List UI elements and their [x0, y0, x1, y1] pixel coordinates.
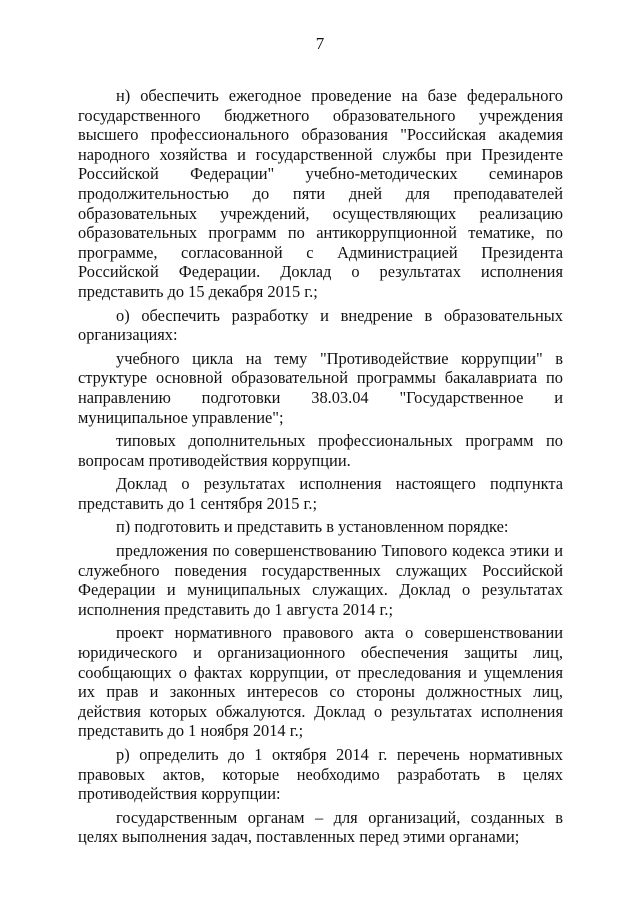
paragraph-o: о) обеспечить разработку и внедрение в образовательных организациях: [78, 305, 563, 345]
paragraph-r: р) определить до 1 октября 2014 г. перечень нормативных правовых актов, которые необходимо разработать в целях противодействия коррупции: [78, 745, 563, 804]
paragraph-n: н) обеспечить ежегодное проведение на базе федерального государственного бюджетного образовательного учреждения высшего профессионального образования "Российская академия народного хозяйства и государственной службы при Президенте Российской Федерации" учебно-методических семинаров продолжительностью до пяти дней для преподавателей образовательных учреждений, осуществляющих реализацию образовательных программ по антикоррупционной тематике, по программе, согласованной с Администрацией Президента Российской Федерации. Доклад о результатах исполнения представить до 15 декабря 2015 г.; [78, 86, 563, 301]
paragraph-r-item-state-bodies: государственным органам – для организаций, созданных в целях выполнения задач, поставленных перед этими органами; [78, 807, 563, 847]
document-body [78, 86, 563, 847]
paragraph-p: п) подготовить и представить в установленном порядке: [116, 517, 509, 537]
paragraph-p-item-act: проект нормативного правового акта о совершенствовании юридического и организационного обеспечения защиты лиц, сообщающих о фактах коррупции, от преследования и ущемления их прав и законных интересов со стороны должностных лиц, действия которых обжалуются. Доклад о результатах исполнения представить до 1 ноября 2014 г.; [78, 623, 563, 741]
paragraph-p-item-code: предложения по совершенствованию Типового кодекса этики и служебного поведения государственных служащих Российской Федерации и муниципальных служащих. Доклад о результатах исполнения представить до 1 августа 2014 г.; [78, 541, 563, 619]
paragraph-o-item-programs: типовых дополнительных профессиональных программ по вопросам противодействия коррупции. [78, 431, 563, 470]
paragraph-o-report: Доклад о результатах исполнения настоящего подпункта представить до 1 сентября 2015 г.; [78, 474, 563, 513]
page-number: 7 [315, 34, 325, 53]
paragraph-o-item-course: учебного цикла на тему "Противодействие коррупции" в структуре основной образовательной программы бакалавриата по направлению подготовки 38.03.04 "Государственное и муниципальное управление"; [78, 348, 563, 427]
